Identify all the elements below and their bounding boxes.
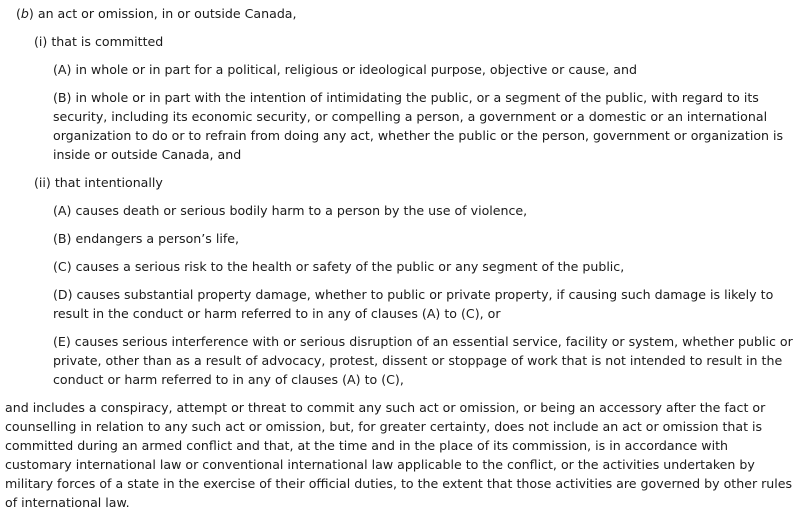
subparagraph-ii-clause-c: (C) causes a serious risk to the health or safety of the public or any segment of the public, xyxy=(53,259,625,274)
paragraph-b: (b) an act or omission, in or outside Canada, xyxy=(16,6,297,21)
subparagraph-i-label: (i) that is committed xyxy=(34,34,164,49)
subparagraph-ii-clause-d: (D) causes substantial property damage, whether to public or private property, if causing such damage is likely to result in the conduct or harm referred to in any of clauses (A) to (C), or xyxy=(53,287,774,321)
subparagraph-ii-clause-e: (E) causes serious interference with or serious disruption of an essential service, facility or system, whether public or private, other than as a result of advocacy, protest, dissent or stoppage of work that is not intended to result in the conduct or harm referred to in any of clauses (A) to (C), xyxy=(53,334,793,387)
paragraph-b-label: b xyxy=(20,6,29,21)
subparagraph-ii-clause-a: (A) causes death or serious bodily harm to a person by the use of violence, xyxy=(53,203,528,218)
subparagraph-ii-label: (ii) that intentionally xyxy=(34,175,163,190)
subparagraph-ii-clause-b: (B) endangers a person’s life, xyxy=(53,231,240,246)
subparagraph-i-clause-b: (B) in whole or in part with the intention of intimidating the public, or a segment of the public, with regard to its security, including its economic security, or compelling a person, a government or a domestic or an international organization to do or to refrain from doing any act, whether the public or the person, government or organization is inside or outside Canada, and xyxy=(53,90,784,162)
closing-text: and includes a conspiracy, attempt or threat to commit any such act or omission, or being an accessory after the fact or counselling in relation to any such act or omission, but, for greater certainty, does not include an act or omission that is committed during an armed conflict and that, at the time and in the place of its commission, is in accordance with customary international law or conventional international law applicable to the conflict, or the activities undertaken by military forces of a state in the exercise of their official duties, to the extent that those activities are governed by other rules of international law. xyxy=(5,400,793,510)
paragraph-b-text: an act or omission, in or outside Canada, xyxy=(33,6,297,21)
subparagraph-i-clause-a: (A) in whole or in part for a political, religious or ideological purpose, objective or cause, and xyxy=(53,62,637,77)
